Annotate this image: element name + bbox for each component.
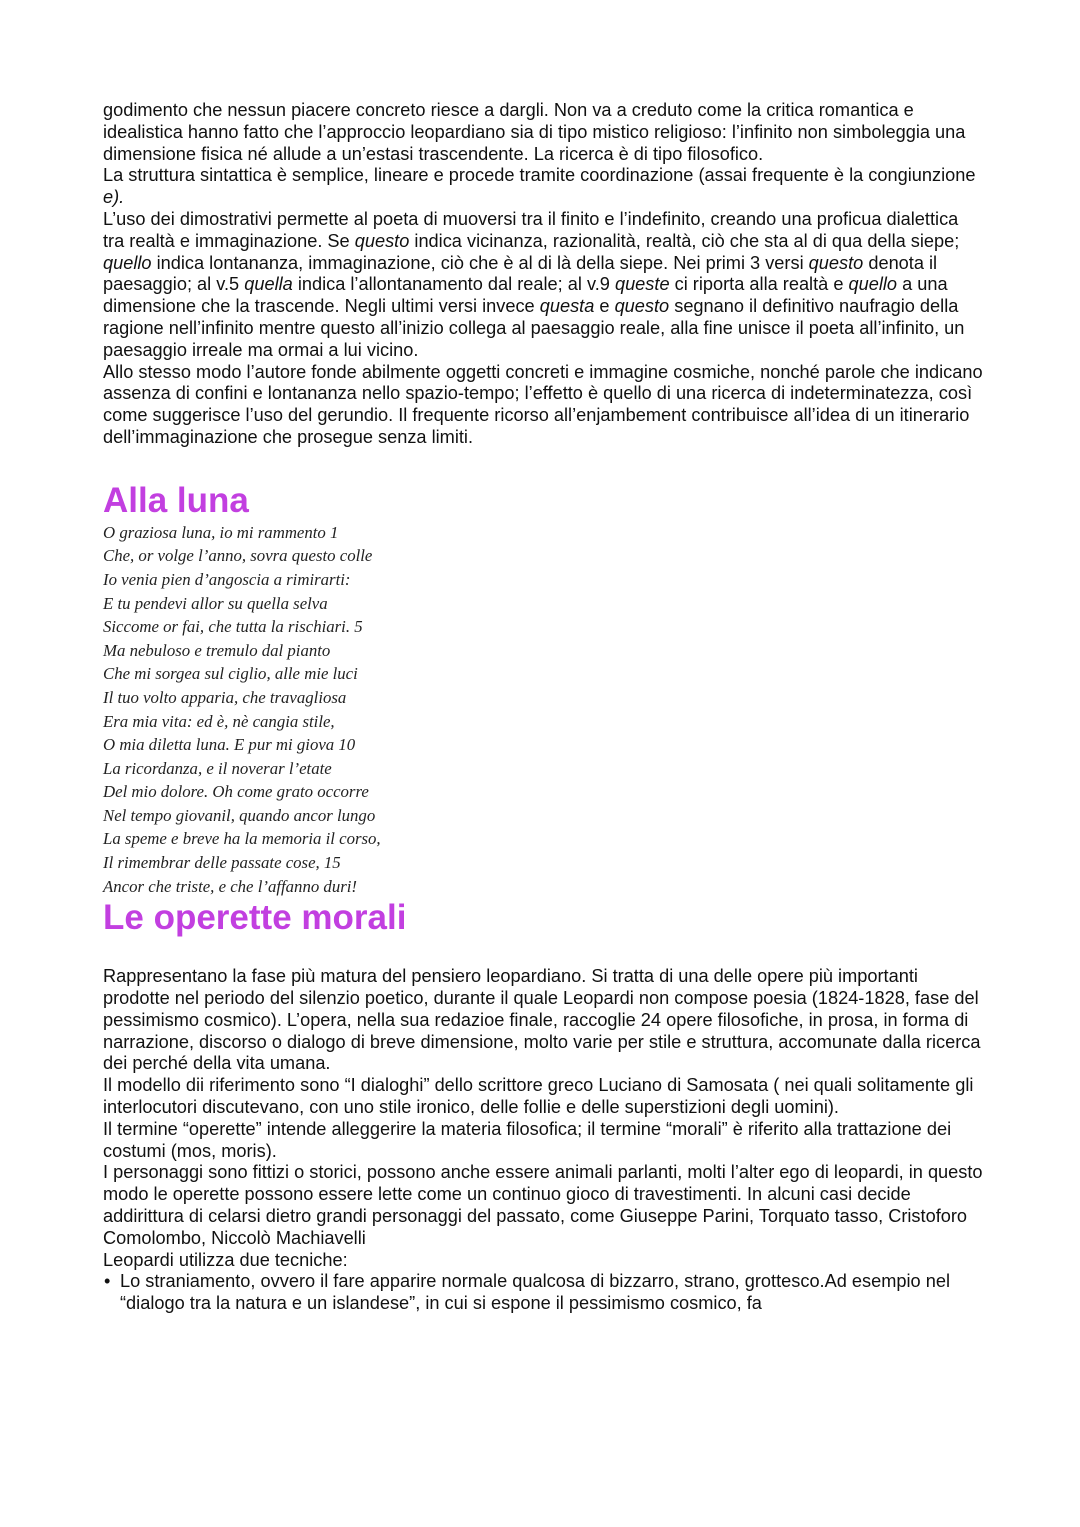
poem-line: O mia diletta luna. E pur mi giova 10 xyxy=(103,735,356,755)
text-run: Allo stesso modo l’autore fonde abilmente oggetti concreti e immagine cosmiche, nonché parole che indicano assenza di confini e lontananza nello spazio-tempo; l’effetto è quello di una ricerca di indeterminatezza, così come suggerisce l’uso del gerundio. Il frequente ricorso all’enjambement contribuisce all’idea di un itinerario dell’immaginazione che prosegue senza limiti. xyxy=(103,361,983,447)
poem-alla-luna xyxy=(103,521,983,899)
text-run: L’uso dei dimostrativi permette al poeta di muoversi tra il finito e l’indefinito, creando una proficua dialettica tra realtà e immaginazione. Se xyxy=(103,208,959,251)
italic-text-run: queste xyxy=(614,274,670,295)
section-operette-morali xyxy=(103,966,983,1315)
italic-text-run: e). xyxy=(103,187,125,208)
paragraph: Il termine “operette” intende alleggerire la materia filosofica; il termine “morali” è riferito alla trattazione dei costumi (mos, moris). xyxy=(103,1118,952,1161)
poem-line: La ricordanza, e il noverar l’etate xyxy=(103,758,332,778)
bullet-icon: • xyxy=(104,1271,111,1292)
paragraph: Il modello dii riferimento sono “I dialoghi” dello scrittore greco Luciano di Samosata ( nei quali solitamente gli interlocutori discutevano, con uno stile ironico, delle follie e delle superstizioni degli uomini). xyxy=(103,1075,974,1118)
poem-line: Io venia pien d’angoscia a rimirarti: xyxy=(103,569,351,589)
technique-list xyxy=(103,1271,983,1315)
italic-text-run: quello xyxy=(103,252,152,273)
paragraph xyxy=(103,209,983,362)
list-item xyxy=(103,1271,983,1315)
paragraph xyxy=(103,165,983,209)
text-run: La struttura sintattica è semplice, lineare e procede tramite coordinazione (assai frequente è la congiunzione xyxy=(103,165,976,186)
text-run: ci riporta alla realtà e xyxy=(669,274,849,295)
poem-line: Siccome or fai, che tutta la rischiari. 5 xyxy=(103,617,363,637)
poem-line: O graziosa luna, io mi rammento 1 xyxy=(103,522,339,542)
text-run: godimento che nessun piacere concreto riesce a dargli. Non va a creduto come la critica romantica e idealistica hanno fatto che l’approccio leopardiano sia di tipo mistico religioso: l’infinito non simboleggia una dimensione fisica né allude a un’estasi trascendente. La ricerca è di tipo filosofico. xyxy=(103,100,966,164)
italic-text-run: quello xyxy=(848,274,898,295)
italic-text-run: questo xyxy=(354,230,410,251)
poem-line: Il tuo volto apparia, che travagliosa xyxy=(103,687,347,707)
text-run: indica l’allontanamento dal reale; al v.9 xyxy=(292,274,615,295)
poem-line: E tu pendevi allor su quella selva xyxy=(103,593,328,613)
poem-line: Che mi sorgea sul ciglio, alle mie luci xyxy=(103,664,358,684)
poem-line: La speme e breve ha la memoria il corso, xyxy=(103,829,381,849)
poem-line: Che, or volge l’anno, sovra questo colle xyxy=(103,546,373,566)
text-run: indica lontananza, immaginazione, ciò che è al di là della siepe. Nei primi 3 versi xyxy=(151,252,809,273)
list-item-text: Lo straniamento, ovvero il fare apparire normale qualcosa di bizzarro, strano, grottesco.Ad esempio nel “dialogo tra la natura e un islandese”, in cui si espone il pessimismo cosmico, fa xyxy=(120,1271,950,1314)
poem-line: Il rimembrar delle passate cose, 15 xyxy=(103,853,341,873)
text-run: a una dimensione che la trascende. Negli ultimi versi invece xyxy=(103,274,948,317)
section-infinito-commentary xyxy=(103,100,983,449)
section-heading-operette-morali: Le operette morali xyxy=(103,898,407,938)
text-run: segnano il definitivo naufragio della ragione nell’infinito mentre questo all’inizio collega al paesaggio reale, alla fine unisce il poeta all’infinito, un paesaggio irreale ma ormai a lui vicino. xyxy=(103,296,965,360)
poem-line: Ma nebuloso e tremulo dal pianto xyxy=(103,640,331,660)
paragraph xyxy=(103,362,983,449)
paragraph: I personaggi sono fittizi o storici, possono anche essere animali parlanti, molti l’alter ego di leopardi, in questo modo le operette possono essere lette come un continuo gioco di travestimenti. In alcuni casi decide addirittura di celarsi dietro grandi personaggi del passato, come Giuseppe Parini, Torquato tasso, Cristoforo Comolombo, Niccolò Machiavelli xyxy=(103,1162,983,1248)
document-page xyxy=(103,100,983,1315)
text-run: e xyxy=(594,296,615,317)
italic-text-run: questo xyxy=(808,252,864,273)
poem-line: Era mia vita: ed è, nè cangia stile, xyxy=(103,711,335,731)
italic-text-run: quella xyxy=(244,274,293,295)
italic-text-run: questo xyxy=(614,296,670,317)
poem-line: Ancor che triste, e che l’affanno duri! xyxy=(103,876,357,896)
paragraph: Rappresentano la fase più matura del pensiero leopardiano. Si tratta di una delle opere più importanti prodotte nel periodo del silenzio poetico, durante il quale Leopardi non compose poesia (1824-1828, fase del pessimismo cosmico). L’opera, nella sua redazioe finale, raccoglie 24 opere filosofiche, in prosa, in forma di narrazione, discorso o dialogo di breve dimensione, molto varie per stile e struttura, accomunate dalla ricerca dei perché della vita umana. xyxy=(103,966,981,1074)
poem-line: Nel tempo giovanil, quando ancor lungo xyxy=(103,805,376,825)
paragraph xyxy=(103,100,983,165)
text-run: indica vicinanza, razionalità, realtà, ciò che sta al di qua della siepe; xyxy=(409,230,960,251)
text-run: denota il paesaggio; al v.5 xyxy=(103,252,938,295)
poem-line: Del mio dolore. Oh come grato occorre xyxy=(103,782,369,802)
paragraph: Leopardi utilizza due tecniche: xyxy=(103,1249,348,1270)
italic-text-run: questa xyxy=(539,296,595,317)
section-heading-alla-luna: Alla luna xyxy=(103,480,249,520)
